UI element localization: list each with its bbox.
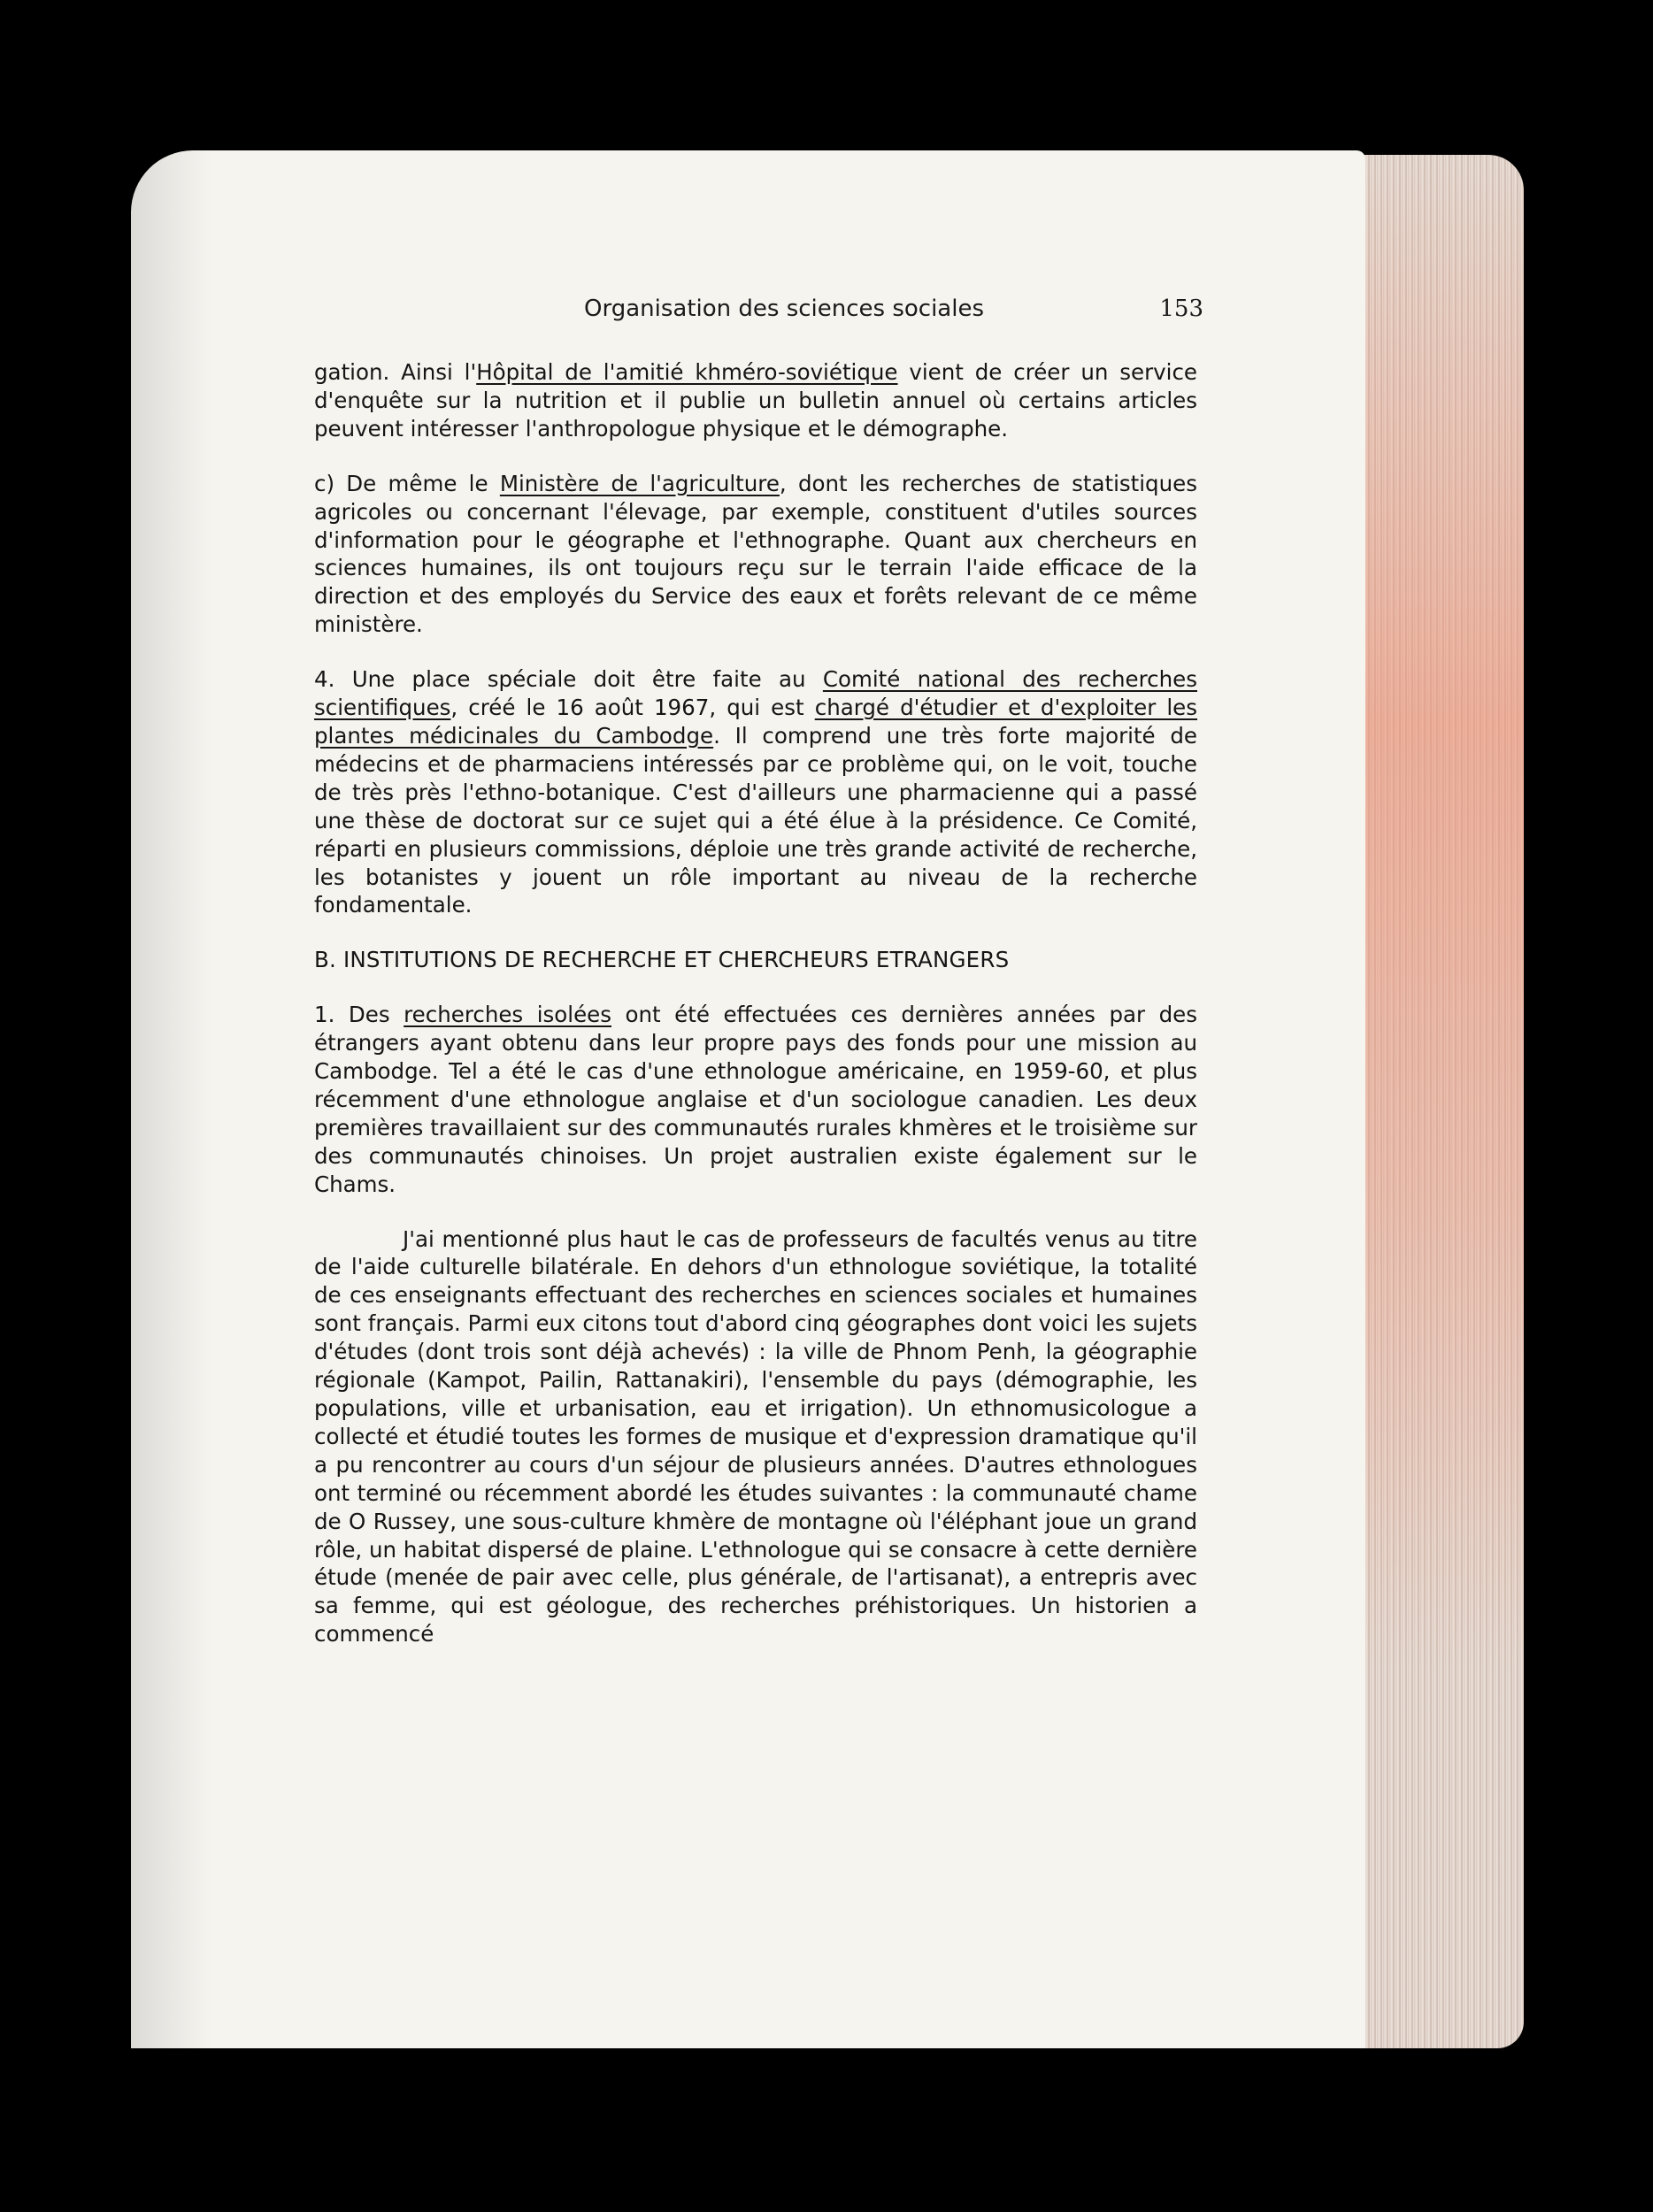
underlined-text: Ministère de l'agriculture — [499, 470, 780, 496]
text-run: 1. Des — [314, 1002, 404, 1028]
paragraph-professeurs: J'ai mentionné plus haut le cas de professeurs de facultés venus au titre de l'aide culturelle bilatérale. En dehors d'un ethnologue soviétique, la totalité de ces enseignants effectuant des recherches en sciences sociales et humaines sont français. Parmi eux citons tout d'abord cinq géographes dont voici les sujets d'études (dont trois sont déjà achevés) : la ville de Phnom Penh, la géographie régionale (Kampot, Pailin, Rattanakiri), l'ensemble du pays (démographie, les populations, ville et urbanisation, eau et irrigation). Un ethnomusicologue a collecté et étudié toutes les formes de musique et d'expression dramatique qu'il a pu rencontrer au cours d'un séjour de plusieurs années. D'autres ethnologues ont terminé ou récemment abordé les études suivantes : la communauté chame de O Russey, une sous-culture khmère de montagne où l'éléphant joue un grand rôle, un habitat dispersé de plaine. L'ethnologue qui se consacre à cette dernière étude (menée de pair avec celle, plus générale, de l'artisanat), a entrepris avec sa femme, qui est géologue, des recherches préhistoriques. Un historien a commencé — [314, 1225, 1197, 1647]
text-run: . Il comprend une très forte majorité de médecins et de pharmaciens intéressés par ce problème qui, on le voit, touche de très près l'ethno-botanique. C'est d'ailleurs une pharmacienne qui a passé une thèse de doctorat sur ce sujet qui a été élue à la présidence. Ce Comité, réparti en plusieurs commissions, déploie une très grande activité de recherche, les botanistes y jouent un rôle important au niveau de la recherche fondamentale. — [314, 722, 1197, 918]
underlined-text: recherches isolées — [404, 1002, 611, 1028]
text-run: ont été effectuées ces dernières années par des étrangers ayant obtenu dans leur propre pays des fonds pour une mission au Cambodge. Tel a été le cas d'une ethnologue américaine, en 1959-60, et plus récemment d'une ethnologue anglaise et d'un sociologue canadien. Les deux premières travaillaient sur des communautés rurales khmères et le troisième sur des communautés chinoises. Un projet australien existe également sur le Chams. — [314, 1002, 1197, 1197]
running-header — [584, 296, 1203, 327]
text-run: , dont les recherches de statistiques agricoles ou concernant l'élevage, par exemple, constituent d'utiles sources d'information pour le géographe et l'ethnographe. Quant aux chercheurs en sciences humaines, ils ont toujours reçu sur le terrain l'aide efficace de la direction et des employés du Service des eaux et forêts relevant de ce même ministère. — [314, 470, 1197, 638]
underlined-text: Comité national des recherches scientifiques — [314, 666, 1197, 721]
text-run: c) De même le — [314, 470, 500, 496]
paragraph-hopital — [314, 358, 1197, 443]
paragraph-recherches-isolees — [314, 1001, 1197, 1198]
page-number: 153 — [1159, 296, 1203, 322]
section-heading: B. INSTITUTIONS DE RECHERCHE ET CHERCHEURS ETRANGERS — [314, 947, 1010, 973]
paragraph-comite — [314, 665, 1197, 919]
underlined-text: Hôpital de l'amitié khméro-soviétique — [476, 359, 898, 385]
text-run: vient de créer un service d'enquête sur la nutrition et il publie un bulletin annuel où certains articles peuvent intéresser l'anthropologue physique et le démographe. — [314, 359, 1197, 442]
underlined-text: chargé d'étudier et d'exploiter les plantes médicinales du Cambodge — [314, 695, 1198, 749]
text-run: gation. Ainsi l' — [314, 359, 477, 385]
body-text — [314, 358, 1197, 1675]
running-title: Organisation des sciences sociales — [584, 296, 985, 322]
text-run: 4. Une place spéciale doit être faite au — [314, 666, 823, 693]
paragraph-ministere — [314, 470, 1197, 639]
text-run: , créé le 16 août 1967, qui est — [450, 695, 815, 721]
